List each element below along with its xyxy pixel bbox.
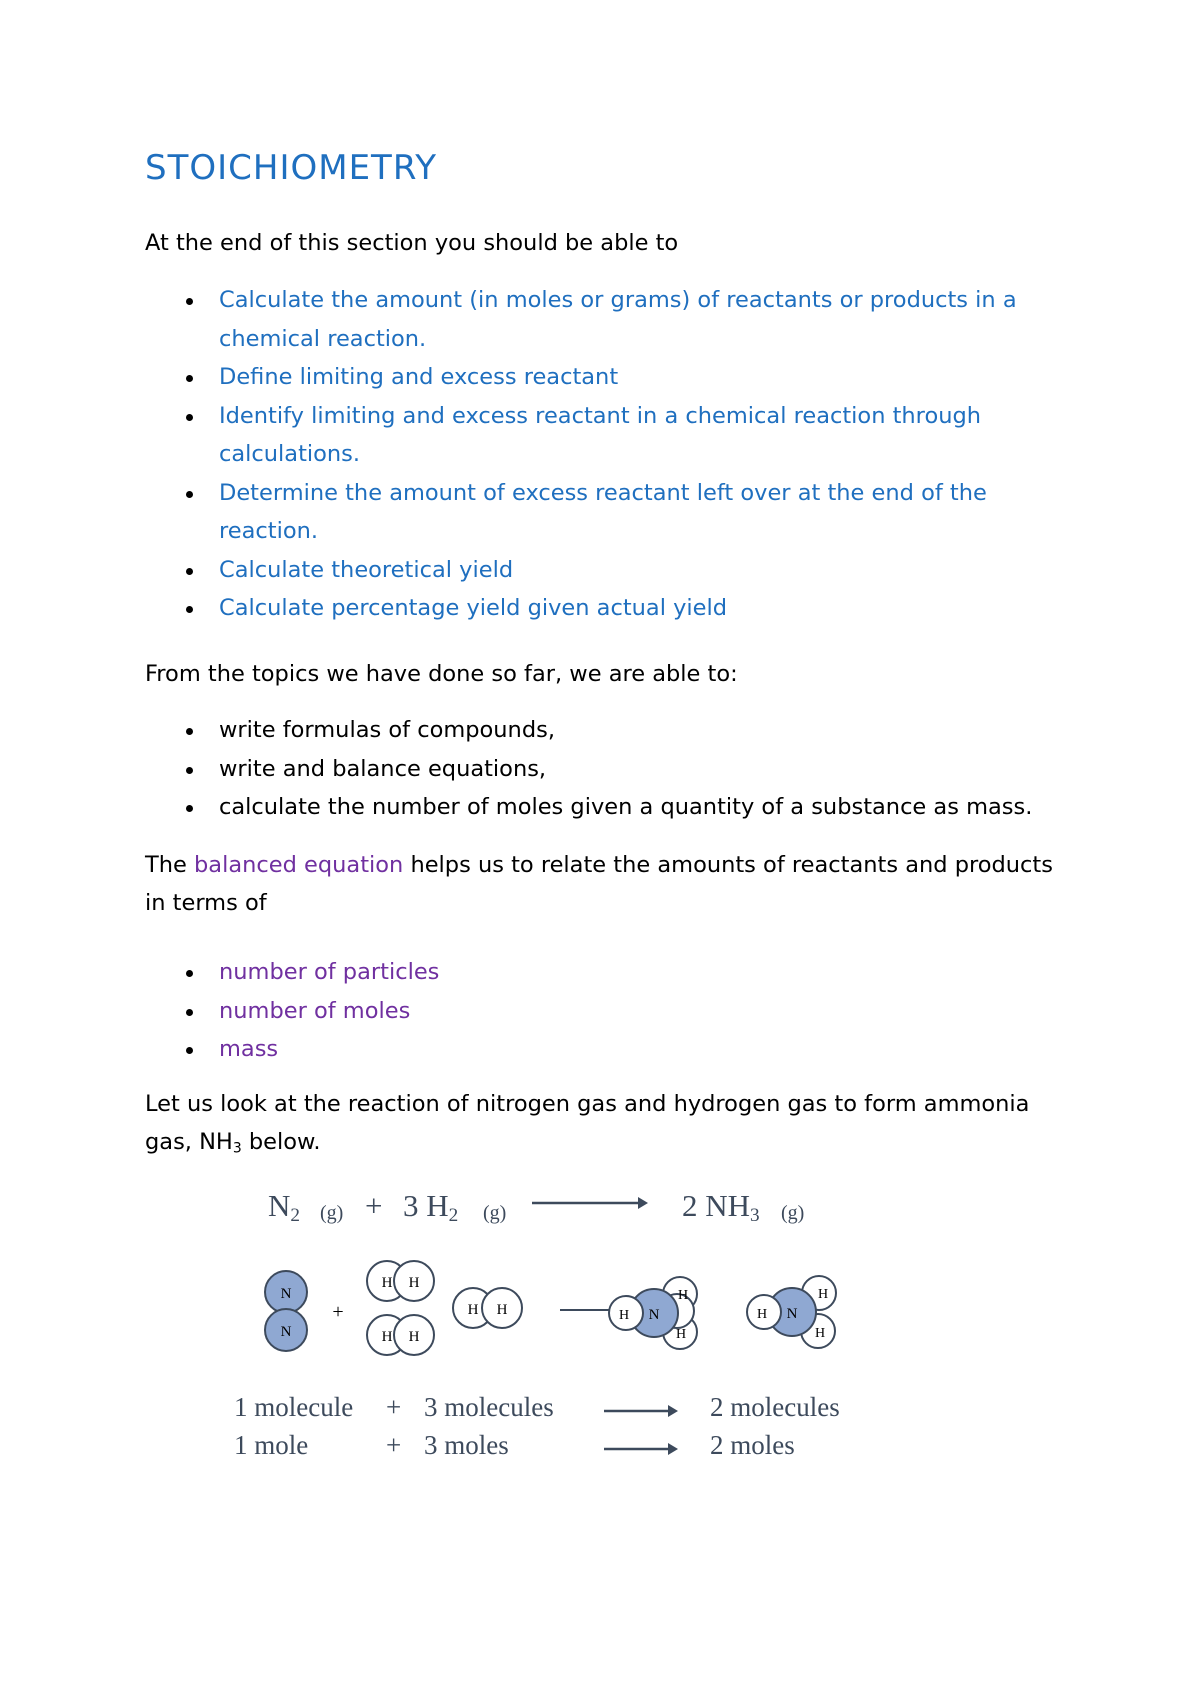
- topic-item: write and balance equations,: [145, 750, 1045, 789]
- objective-item: Define limiting and excess reactant: [145, 358, 1045, 397]
- molecule-diagram: [240, 1255, 920, 1365]
- n2-state: (g): [320, 1202, 344, 1224]
- h2-symbol: 3 H: [403, 1188, 449, 1223]
- row-product: 2 molecules: [710, 1392, 840, 1422]
- nh3-symbol: 2 NH: [682, 1188, 751, 1223]
- topic-item: write formulas of compounds,: [145, 711, 1045, 750]
- atom-label: H: [496, 1302, 508, 1318]
- balanced-after: helps us to relate the amounts of reactants and products in terms of: [145, 852, 1053, 916]
- equation-arrow: [530, 1196, 650, 1210]
- row-reactant-a: 1 mole: [234, 1430, 309, 1460]
- equation-h2: [403, 1188, 458, 1227]
- topics-intro: From the topics we have done so far, we are able to:: [145, 661, 738, 687]
- atom-label: H: [814, 1326, 826, 1341]
- balanced-paragraph: [145, 846, 1065, 922]
- row-reactant-b: 3 moles: [424, 1430, 509, 1460]
- objective-item: Determine the amount of excess reactant left over at the end of the reaction.: [145, 474, 1045, 551]
- equation-n2: [268, 1188, 300, 1227]
- atom-label: H: [381, 1275, 393, 1291]
- hydrogen-molecule: [453, 1288, 522, 1328]
- balanced-before: The: [145, 852, 194, 878]
- atom-label: N: [648, 1307, 660, 1323]
- nh3-state: (g): [781, 1202, 805, 1224]
- objectives-list: [145, 281, 1045, 628]
- hydrogen-molecule: [367, 1261, 434, 1301]
- h2-subscript: 2: [448, 1204, 459, 1226]
- row-reactant-b: 3 molecules: [424, 1392, 554, 1422]
- atom-label: N: [280, 1286, 292, 1302]
- ammonia-molecule: [609, 1277, 697, 1349]
- reaction-intro: [145, 1085, 1075, 1167]
- row-reactant-a: 1 molecule: [234, 1392, 354, 1422]
- reaction-intro-text: Let us look at the reaction of nitrogen gas and hydrogen gas to form ammonia gas, NH: [145, 1091, 1030, 1155]
- term-item: number of moles: [145, 992, 1045, 1031]
- equation-plus: +: [365, 1188, 383, 1223]
- objective-item: Calculate theoretical yield: [145, 551, 1045, 590]
- row-arrow: [602, 1442, 682, 1456]
- atom-label: H: [381, 1329, 393, 1345]
- nitrogen-molecule: [265, 1271, 307, 1351]
- topics-list: [145, 711, 1045, 827]
- diagram-plus: +: [332, 1301, 344, 1323]
- atom-label: H: [677, 1288, 689, 1303]
- row-plus: +: [386, 1392, 402, 1422]
- objective-item: Calculate the amount (in moles or grams) of reactants or products in a chemical reaction.: [145, 281, 1045, 358]
- page-title: STOICHIOMETRY: [145, 148, 438, 188]
- reaction-intro-end: below.: [241, 1129, 321, 1155]
- atom-label: N: [786, 1306, 798, 1322]
- atom-label: N: [280, 1324, 292, 1340]
- atom-label: H: [817, 1287, 829, 1302]
- row-product: 2 moles: [710, 1430, 795, 1460]
- terms-list: [145, 953, 1045, 1069]
- atom-label: H: [756, 1307, 768, 1322]
- n2-symbol: N: [268, 1188, 291, 1223]
- atom-label: H: [675, 1327, 687, 1342]
- equation-nh3: [682, 1188, 760, 1227]
- atom-label: H: [618, 1308, 630, 1323]
- row-plus: +: [386, 1430, 402, 1460]
- row-arrow: [602, 1404, 682, 1418]
- h2-state: (g): [483, 1202, 507, 1224]
- objective-item: Calculate percentage yield given actual yield: [145, 589, 1045, 628]
- intro-text: At the end of this section you should be able to: [145, 230, 679, 256]
- atom-label: H: [408, 1329, 420, 1345]
- n2-subscript: 2: [290, 1204, 300, 1226]
- hydrogen-molecule: [367, 1315, 434, 1355]
- term-item: number of particles: [145, 953, 1045, 992]
- objective-item: Identify limiting and excess reactant in a chemical reaction through calculations.: [145, 397, 1045, 474]
- atom-label: H: [467, 1302, 479, 1318]
- nh3-subscript: 3: [750, 1204, 760, 1226]
- ammonia-molecule: [747, 1276, 836, 1348]
- topic-item: calculate the number of moles given a quantity of a substance as mass.: [145, 788, 1045, 827]
- reaction-intro-subscript: 3: [232, 1140, 242, 1157]
- balanced-equation-term: balanced equation: [194, 852, 404, 878]
- atom-label: H: [408, 1275, 420, 1291]
- term-item: mass: [145, 1030, 1045, 1069]
